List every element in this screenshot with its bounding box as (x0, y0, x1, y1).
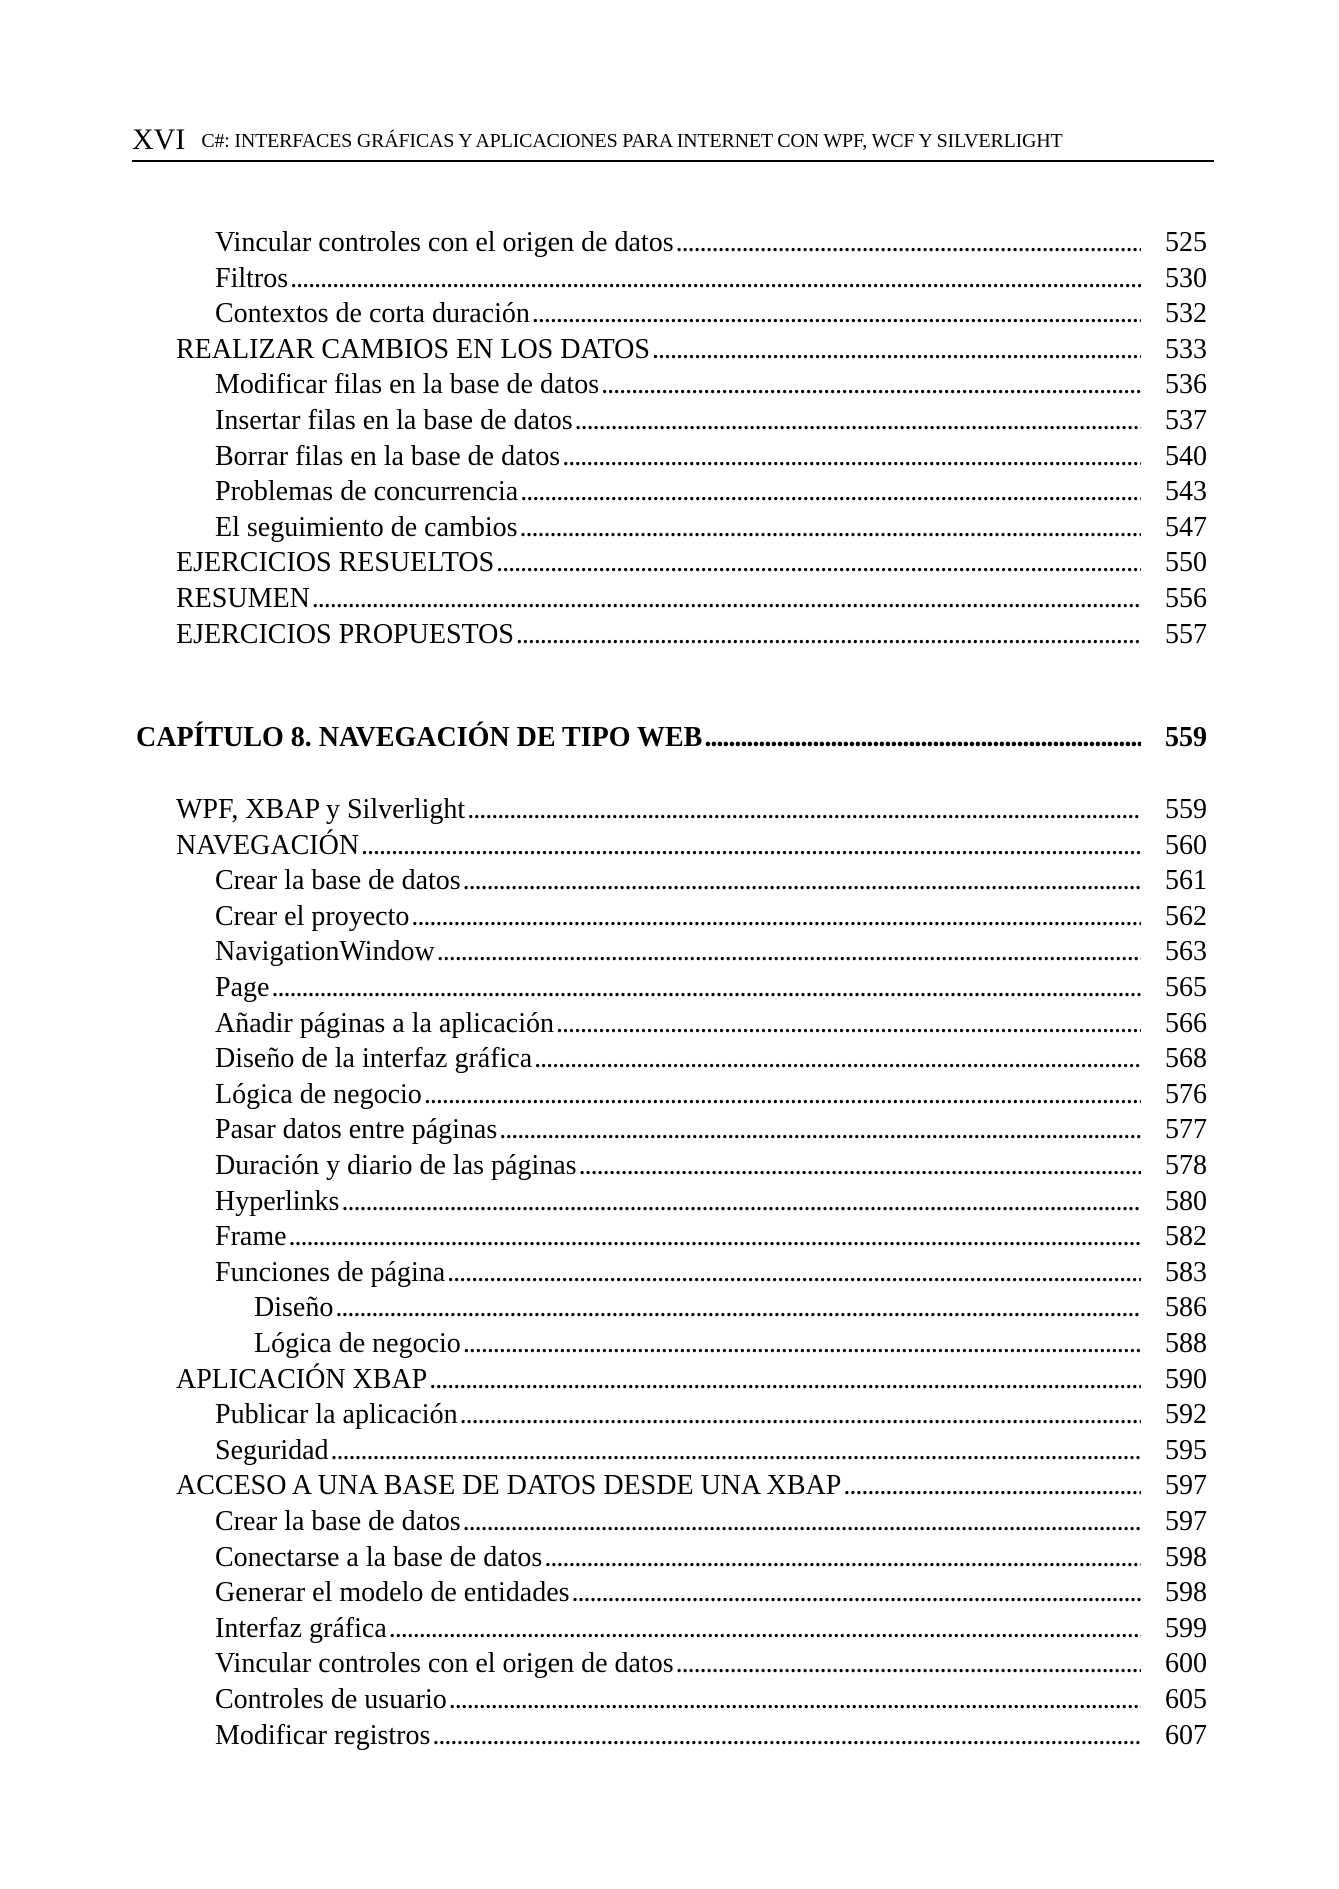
dot-leader (532, 296, 1141, 332)
dot-leader (289, 1219, 1141, 1255)
toc-entry-title: Lógica de negocio (254, 1328, 461, 1359)
toc-entry-title: El seguimiento de cambios (215, 511, 518, 543)
toc-entry-page: 580 (1165, 1185, 1207, 1217)
toc-entry-title: Funciones de página (215, 1256, 446, 1288)
toc-entry-page: 582 (1165, 1221, 1207, 1253)
toc-entry-title: Lógica de negocio (215, 1078, 422, 1110)
toc-entry-page: 595 (1165, 1434, 1207, 1466)
dot-leader (437, 934, 1141, 970)
dot-leader (432, 1718, 1141, 1754)
toc-entry-title: Modificar filas en la base de datos (215, 369, 600, 401)
toc-entry (215, 1718, 1207, 1754)
dot-leader (516, 617, 1141, 653)
toc-entry-page: 560 (1165, 829, 1207, 861)
dot-leader (460, 1397, 1141, 1433)
toc-entry-page: 599 (1165, 1612, 1207, 1644)
dot-leader (335, 1290, 1141, 1326)
toc-entry-title: RESUMEN (176, 583, 310, 614)
dot-leader (556, 1006, 1141, 1042)
toc-entry-page: 525 (1165, 227, 1207, 258)
dot-leader (579, 1148, 1141, 1184)
dot-leader (463, 1326, 1141, 1362)
toc-entry (176, 828, 1207, 864)
toc-entry-title: Conectarse a la base de datos (215, 1541, 543, 1573)
toc-entry (254, 1326, 1207, 1362)
toc-entry-page: 597 (1165, 1506, 1207, 1537)
toc-entry-title: Hyperlinks (215, 1185, 340, 1217)
dot-leader (652, 332, 1141, 368)
page-number: XVI (132, 123, 186, 156)
toc-entry-page: 598 (1165, 1577, 1207, 1609)
toc-entry-title: Modificar registros (215, 1719, 431, 1751)
toc-entry-page: 533 (1165, 333, 1207, 365)
toc-entry-title: Duración y diario de las páginas (215, 1150, 577, 1181)
toc-entry (215, 1611, 1207, 1647)
dot-leader (575, 403, 1141, 439)
toc-entry-page: 563 (1165, 936, 1207, 968)
toc-entry (215, 1682, 1207, 1718)
dot-leader (312, 581, 1141, 617)
toc-entry (215, 970, 1207, 1006)
toc-entry-title: Page (215, 972, 270, 1003)
dot-leader (271, 970, 1141, 1006)
toc-entry (215, 1219, 1207, 1255)
toc-entry-page: 578 (1165, 1150, 1207, 1181)
toc-entry (215, 1540, 1207, 1576)
toc-entry (176, 581, 1207, 617)
toc-entry-title: EJERCICIOS PROPUESTOS (176, 618, 514, 650)
toc-entry-page: 557 (1165, 618, 1207, 650)
chapter-entry (136, 720, 1207, 756)
dot-leader (463, 1504, 1141, 1540)
toc-entry-page: 566 (1165, 1007, 1207, 1039)
toc-entry (215, 510, 1207, 546)
toc-entry-page: 530 (1165, 262, 1207, 294)
dot-leader (499, 1112, 1141, 1148)
toc-entry-title: Vincular controles con el origen de datos (215, 227, 674, 258)
dot-leader (704, 720, 1141, 756)
dot-leader (520, 510, 1142, 546)
toc-entry-title: Vincular controles con el origen de datos (215, 1648, 674, 1680)
toc-entry-page: 562 (1165, 900, 1207, 932)
toc-entry-page: 559 (1165, 794, 1207, 825)
toc-entry (176, 792, 1207, 828)
toc-entry-page: 561 (1165, 865, 1207, 897)
toc-entry-title: Añadir páginas a la aplicación (215, 1007, 554, 1039)
toc-entry-page: 590 (1165, 1363, 1207, 1395)
toc-entry-title: Crear el proyecto (215, 900, 410, 932)
toc-entry-page: 550 (1165, 547, 1207, 579)
toc-entry (215, 1575, 1207, 1611)
toc-entry-page: 540 (1165, 440, 1207, 472)
toc-entry-page: 543 (1165, 476, 1207, 508)
toc-entry-title: Borrar filas en la base de datos (215, 440, 561, 472)
toc-entry (176, 1362, 1207, 1398)
toc-entry (176, 1468, 1207, 1504)
toc-entry (215, 439, 1207, 475)
toc-entry (215, 1041, 1207, 1077)
dot-leader (389, 1611, 1141, 1647)
toc-entry (215, 225, 1207, 261)
toc-entry-page: 536 (1165, 369, 1207, 401)
toc-entry-title: Crear la base de datos (215, 865, 461, 897)
toc-entry-title: Publicar la aplicación (215, 1399, 458, 1431)
toc-entry-title: Frame (215, 1221, 287, 1253)
toc-entry-title: Pasar datos entre páginas (215, 1114, 498, 1146)
toc-entry-page: 565 (1165, 972, 1207, 1003)
toc-entry-title: Insertar filas en la base de datos (215, 405, 573, 436)
toc-entry-title: NavigationWindow (215, 936, 435, 968)
toc-entry (215, 934, 1207, 970)
toc-entry-title: Interfaz gráfica (215, 1612, 387, 1644)
toc-entry (215, 1006, 1207, 1042)
toc-entry-title: EJERCICIOS RESUELTOS (176, 547, 495, 579)
toc-entry-page: 598 (1165, 1541, 1207, 1573)
toc-entry-page: 583 (1165, 1256, 1207, 1288)
toc-entry-page: 576 (1165, 1078, 1207, 1110)
dot-leader (601, 367, 1141, 403)
running-title: C#: INTERFACES GRÁFICAS Y APLICACIONES PARA INTERNET CON WPF, WCF Y SILVERLIGHT (201, 130, 1063, 152)
toc-entry-page: 588 (1165, 1328, 1207, 1359)
toc-entry-page: 600 (1165, 1648, 1207, 1680)
dot-leader (572, 1575, 1141, 1611)
toc-entry (215, 899, 1207, 935)
dot-leader (520, 474, 1141, 510)
toc-entry-page: 568 (1165, 1043, 1207, 1075)
toc-entry-title: Contextos de corta duración (215, 298, 530, 330)
toc-entry-title: APLICACIÓN XBAP (176, 1363, 428, 1395)
toc-entry-title: REALIZAR CAMBIOS EN LOS DATOS (176, 333, 650, 365)
dot-leader (341, 1184, 1141, 1220)
dot-leader (843, 1468, 1141, 1504)
dot-leader (449, 1682, 1141, 1718)
toc-entry (215, 1077, 1207, 1113)
toc-entry-title: Generar el modelo de entidades (215, 1577, 570, 1609)
toc-entry (215, 403, 1207, 439)
toc-entry-title: Seguridad (215, 1434, 329, 1466)
dot-leader (331, 1433, 1141, 1469)
toc-entry-title: Problemas de concurrencia (215, 476, 519, 508)
dot-leader (496, 545, 1141, 581)
toc-entry-title: Diseño de la interfaz gráfica (215, 1043, 533, 1075)
dot-leader (676, 225, 1141, 261)
toc-entry (215, 1255, 1207, 1291)
toc-entry-title: Diseño (254, 1292, 334, 1324)
toc-entry-page: 559 (1165, 722, 1207, 753)
toc-entry-title: Crear la base de datos (215, 1506, 461, 1537)
toc-entry-page: 537 (1165, 405, 1207, 436)
dot-leader (467, 792, 1141, 828)
toc-entry (215, 261, 1207, 297)
toc-entry (215, 296, 1207, 332)
toc-entry (215, 1646, 1207, 1682)
dot-leader (429, 1362, 1141, 1398)
toc-entry-page: 577 (1165, 1114, 1207, 1146)
toc-entry (215, 863, 1207, 899)
toc-entry-title: WPF, XBAP y Silverlight (176, 794, 466, 825)
dot-leader (361, 828, 1141, 864)
toc-entry (215, 1112, 1207, 1148)
toc-entry (176, 617, 1207, 653)
toc-entry-title: ACCESO A UNA BASE DE DATOS DESDE UNA XBAP (176, 1470, 842, 1502)
toc-entry-page: 592 (1165, 1399, 1207, 1431)
dot-leader (676, 1646, 1141, 1682)
toc-entry (215, 474, 1207, 510)
toc-entry (215, 1184, 1207, 1220)
toc-entry (215, 1433, 1207, 1469)
toc-entry (215, 367, 1207, 403)
toc-entry-page: 556 (1165, 583, 1207, 614)
toc-entry (215, 1148, 1207, 1184)
toc-entry-page: 532 (1165, 298, 1207, 330)
dot-leader (447, 1255, 1141, 1291)
dot-leader (562, 439, 1141, 475)
dot-leader (463, 863, 1141, 899)
toc-entry-title: Filtros (215, 262, 289, 294)
dot-leader (411, 899, 1141, 935)
toc-entry-page: 597 (1165, 1470, 1207, 1502)
dot-leader (290, 261, 1141, 297)
toc-entry (215, 1397, 1207, 1433)
toc-entry (215, 1504, 1207, 1540)
toc-entry-title: Controles de usuario (215, 1684, 447, 1715)
dot-leader (544, 1540, 1141, 1576)
toc-entry-page: 547 (1165, 511, 1207, 543)
dot-leader (534, 1041, 1141, 1077)
toc-entry (176, 332, 1207, 368)
toc-entry-page: 586 (1165, 1292, 1207, 1324)
toc-entry-page: 607 (1165, 1719, 1207, 1751)
toc-entry (254, 1290, 1207, 1326)
toc-entry-title: CAPÍTULO 8. NAVEGACIÓN DE TIPO WEB (136, 722, 703, 753)
toc-entry-title: NAVEGACIÓN (176, 829, 360, 861)
dot-leader (424, 1077, 1141, 1113)
toc-entry (176, 545, 1207, 581)
toc-entry-page: 605 (1165, 1684, 1207, 1715)
